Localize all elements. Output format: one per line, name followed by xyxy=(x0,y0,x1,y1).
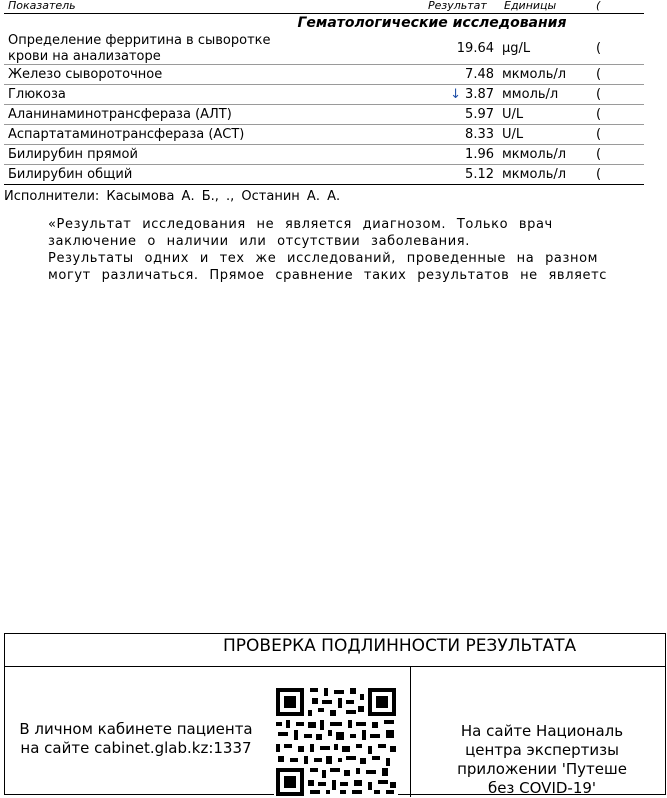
result-value: 19.64 xyxy=(456,41,494,56)
column-header-units: Единицы xyxy=(504,0,557,12)
table-row xyxy=(4,165,644,185)
indicator-name xyxy=(8,33,298,65)
result-unit: мкмоль/л xyxy=(502,67,567,82)
table-row xyxy=(4,65,644,85)
result-unit: мкмоль/л xyxy=(502,147,567,162)
reference-range: ( xyxy=(596,107,602,122)
below-range-arrow-icon: ↓ xyxy=(450,87,462,102)
result-value: 5.97 xyxy=(465,107,494,122)
result-unit: ммоль/л xyxy=(502,87,559,102)
result-value: 7.48 xyxy=(465,67,494,82)
verification-cabinet-text: В личном кабинете пациента на сайте cabinet.glab.kz:1337 xyxy=(19,720,253,757)
section-title: Гематологические исследования xyxy=(297,15,567,31)
reference-range: ( xyxy=(596,87,602,102)
result-unit: μg/L xyxy=(502,41,531,56)
column-header-reference: ( xyxy=(596,0,601,12)
disclaimer-line: «Результат исследования не является диагнозом. Только врач xyxy=(48,217,553,232)
verification-title: ПРОВЕРКА ПОДЛИННОСТИ РЕЗУЛЬТАТА xyxy=(5,634,665,667)
disclaimer-line: могут различаться. Прямое сравнение таких результатов не являетс xyxy=(48,268,608,283)
column-header-indicator: Показатель xyxy=(8,0,76,12)
reference-range: ( xyxy=(596,147,602,162)
reference-range: ( xyxy=(596,127,602,142)
indicator-name-line: крови на анализаторе xyxy=(8,49,161,64)
table-header xyxy=(4,0,644,14)
indicator-name: Аспартатаминотрансфераза (АСТ) xyxy=(8,127,245,142)
disclaimer-line: заключение о наличии или отсутствии заболевания. xyxy=(48,234,470,249)
indicator-name: Билирубин прямой xyxy=(8,147,138,162)
indicator-name: Билирубин общий xyxy=(8,167,133,182)
result-value: ↓ 3.87 xyxy=(450,87,494,102)
disclaimer-text xyxy=(48,216,648,284)
results-table xyxy=(4,0,644,185)
result-value: 5.12 xyxy=(465,167,494,182)
table-row xyxy=(4,32,644,65)
qr-code-icon[interactable] xyxy=(274,686,398,796)
reference-range: ( xyxy=(596,41,602,56)
performers-line: Исполнители: Касымова А. Б., ., Останин А. А. xyxy=(4,189,341,204)
indicator-name-line: Определение ферритина в сыворотке xyxy=(8,33,271,48)
table-row xyxy=(4,85,644,105)
indicator-name: Железо сывороточное xyxy=(8,67,163,82)
indicator-name: Глюкоза xyxy=(8,87,66,102)
indicator-name: Аланинаминотрансфераза (АЛТ) xyxy=(8,107,232,122)
table-row xyxy=(4,125,644,145)
result-value: 8.33 xyxy=(465,127,494,142)
vertical-divider xyxy=(410,667,411,797)
column-header-result: Результат xyxy=(428,0,487,12)
disclaimer-line: Результаты одних и тех же исследований, проведенные на разном xyxy=(48,251,599,266)
table-row xyxy=(4,105,644,125)
result-unit: U/L xyxy=(502,107,524,122)
reference-range: ( xyxy=(596,67,602,82)
table-row xyxy=(4,145,644,165)
verification-block xyxy=(4,633,666,795)
reference-range: ( xyxy=(596,167,602,182)
result-unit: U/L xyxy=(502,127,524,142)
result-value: 1.96 xyxy=(465,147,494,162)
result-unit: мкмоль/л xyxy=(502,167,567,182)
verification-national-center-text: На сайте Националь центра экспертизы приложении 'Путеше без COVID-19' xyxy=(457,722,627,797)
